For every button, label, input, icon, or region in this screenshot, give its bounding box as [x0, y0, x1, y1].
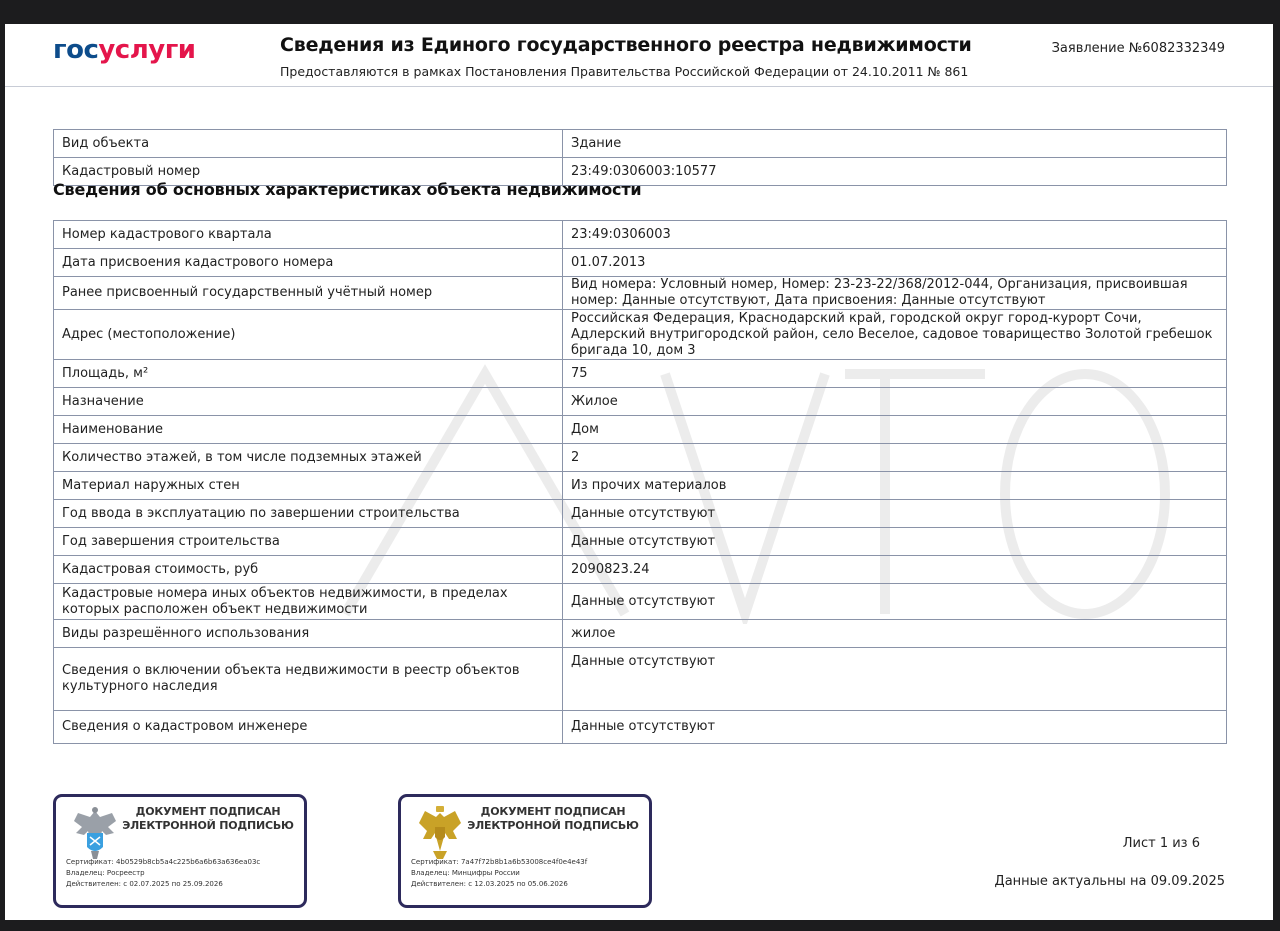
sheet-number: Лист 1 из 6	[1122, 836, 1200, 851]
row-value: 2090823.24	[563, 556, 1227, 584]
row-key: Сведения о включении объекта недвижимости в реестр объектов культурного наследия	[54, 648, 563, 711]
stamp-details	[411, 857, 641, 890]
stamp-certificate: Сертификат: 7a47f72b8b1a6b53008ce4f0e4e43f	[411, 858, 588, 866]
document-page	[5, 24, 1273, 920]
row-key: Количество этажей, в том числе подземных этажей	[54, 444, 563, 472]
table-row	[54, 472, 1227, 500]
stamp-title: ДОКУМЕНТ ПОДПИСАН ЭЛЕКТРОННОЙ ПОДПИСЬЮ	[467, 805, 639, 832]
row-value: жилое	[563, 620, 1227, 648]
application-number: Заявление №6082332349	[1051, 41, 1225, 56]
row-key: Дата присвоения кадастрового номера	[54, 249, 563, 277]
row-value: Данные отсутствуют	[563, 648, 1227, 711]
row-key: Виды разрешённого использования	[54, 620, 563, 648]
row-key: Наименование	[54, 416, 563, 444]
row-value: Данные отсутствуют	[563, 528, 1227, 556]
row-value: Вид номера: Условный номер, Номер: 23-23-22/368/2012-044, Организация, присвоившая номер: Данные отсутствуют, Дата присвоения: Данные отсутствуют	[563, 277, 1227, 310]
row-value: 23:49:0306003	[563, 221, 1227, 249]
stamp-validity: Действителен: с 02.07.2025 по 25.09.2026	[66, 880, 223, 888]
row-value: Российская Федерация, Краснодарский край, городской округ город-курорт Сочи, Адлерский внутригородской район, село Веселое, садовое товарищество Золотой гребешок бригада 10, дом 3	[563, 310, 1227, 360]
stamp-validity: Действителен: с 12.03.2025 по 05.06.2026	[411, 880, 568, 888]
table-row	[54, 711, 1227, 744]
row-value: 23:49:0306003:10577	[563, 158, 1227, 186]
row-key: Номер кадастрового квартала	[54, 221, 563, 249]
table-row	[54, 584, 1227, 620]
gosuslugi-logo	[53, 35, 196, 65]
table-row	[54, 388, 1227, 416]
table-row	[54, 620, 1227, 648]
row-value: Здание	[563, 130, 1227, 158]
table-row	[54, 249, 1227, 277]
row-key: Ранее присвоенный государственный учётный номер	[54, 277, 563, 310]
e-signature-stamp	[53, 794, 307, 908]
rosreestr-emblem-icon	[70, 805, 120, 861]
table-row	[54, 130, 1227, 158]
row-value: Из прочих материалов	[563, 472, 1227, 500]
row-value: Данные отсутствуют	[563, 711, 1227, 744]
data-actual-date: Данные актуальны на 09.09.2025	[994, 874, 1225, 889]
section-title: Сведения об основных характеристиках объекта недвижимости	[53, 180, 642, 199]
table-row	[54, 648, 1227, 711]
row-value: 01.07.2013	[563, 249, 1227, 277]
table-row	[54, 556, 1227, 584]
row-key: Площадь, м²	[54, 360, 563, 388]
row-key: Кадастровые номера иных объектов недвижимости, в пределах которых расположен объект недвижимости	[54, 584, 563, 620]
document-header	[5, 24, 1273, 87]
row-key: Год завершения строительства	[54, 528, 563, 556]
row-value: 2	[563, 444, 1227, 472]
row-key: Сведения о кадастровом инженере	[54, 711, 563, 744]
row-key: Адрес (местоположение)	[54, 310, 563, 360]
table-row	[54, 360, 1227, 388]
row-key: Назначение	[54, 388, 563, 416]
row-value: Жилое	[563, 388, 1227, 416]
row-key: Кадастровый номер	[54, 158, 563, 186]
e-signature-stamp	[398, 794, 652, 908]
table-row	[54, 500, 1227, 528]
stamp-certificate: Сертификат: 4b0529b8cb5a4c225b6a6b63a636ea03c	[66, 858, 261, 866]
document-subtitle: Предоставляются в рамках Постановления Правительства Российской Федерации от 24.10.2011 № 861	[280, 64, 969, 79]
object-table	[53, 129, 1227, 186]
table-row	[54, 528, 1227, 556]
table-row	[54, 444, 1227, 472]
logo-part-uslugi: услуги	[98, 35, 196, 65]
table-row	[54, 310, 1227, 360]
stamp-owner: Владелец: Минцифры России	[411, 869, 520, 877]
row-value: Данные отсутствуют	[563, 500, 1227, 528]
russia-coat-of-arms-icon	[415, 805, 465, 861]
logo-part-gos: гос	[53, 35, 99, 65]
table-row	[54, 221, 1227, 249]
table-row	[54, 416, 1227, 444]
row-value: Дом	[563, 416, 1227, 444]
table-row	[54, 277, 1227, 310]
document-title: Сведения из Единого государственного реестра недвижимости	[280, 34, 972, 56]
row-value: 75	[563, 360, 1227, 388]
stamp-title: ДОКУМЕНТ ПОДПИСАН ЭЛЕКТРОННОЙ ПОДПИСЬЮ	[122, 805, 294, 832]
row-key: Материал наружных стен	[54, 472, 563, 500]
characteristics-table	[53, 220, 1227, 744]
row-key: Год ввода в эксплуатацию по завершении строительства	[54, 500, 563, 528]
row-value: Данные отсутствуют	[563, 584, 1227, 620]
stamp-owner: Владелец: Росреестр	[66, 869, 145, 877]
stamp-details	[66, 857, 296, 890]
row-key: Вид объекта	[54, 130, 563, 158]
row-key: Кадастровая стоимость, руб	[54, 556, 563, 584]
